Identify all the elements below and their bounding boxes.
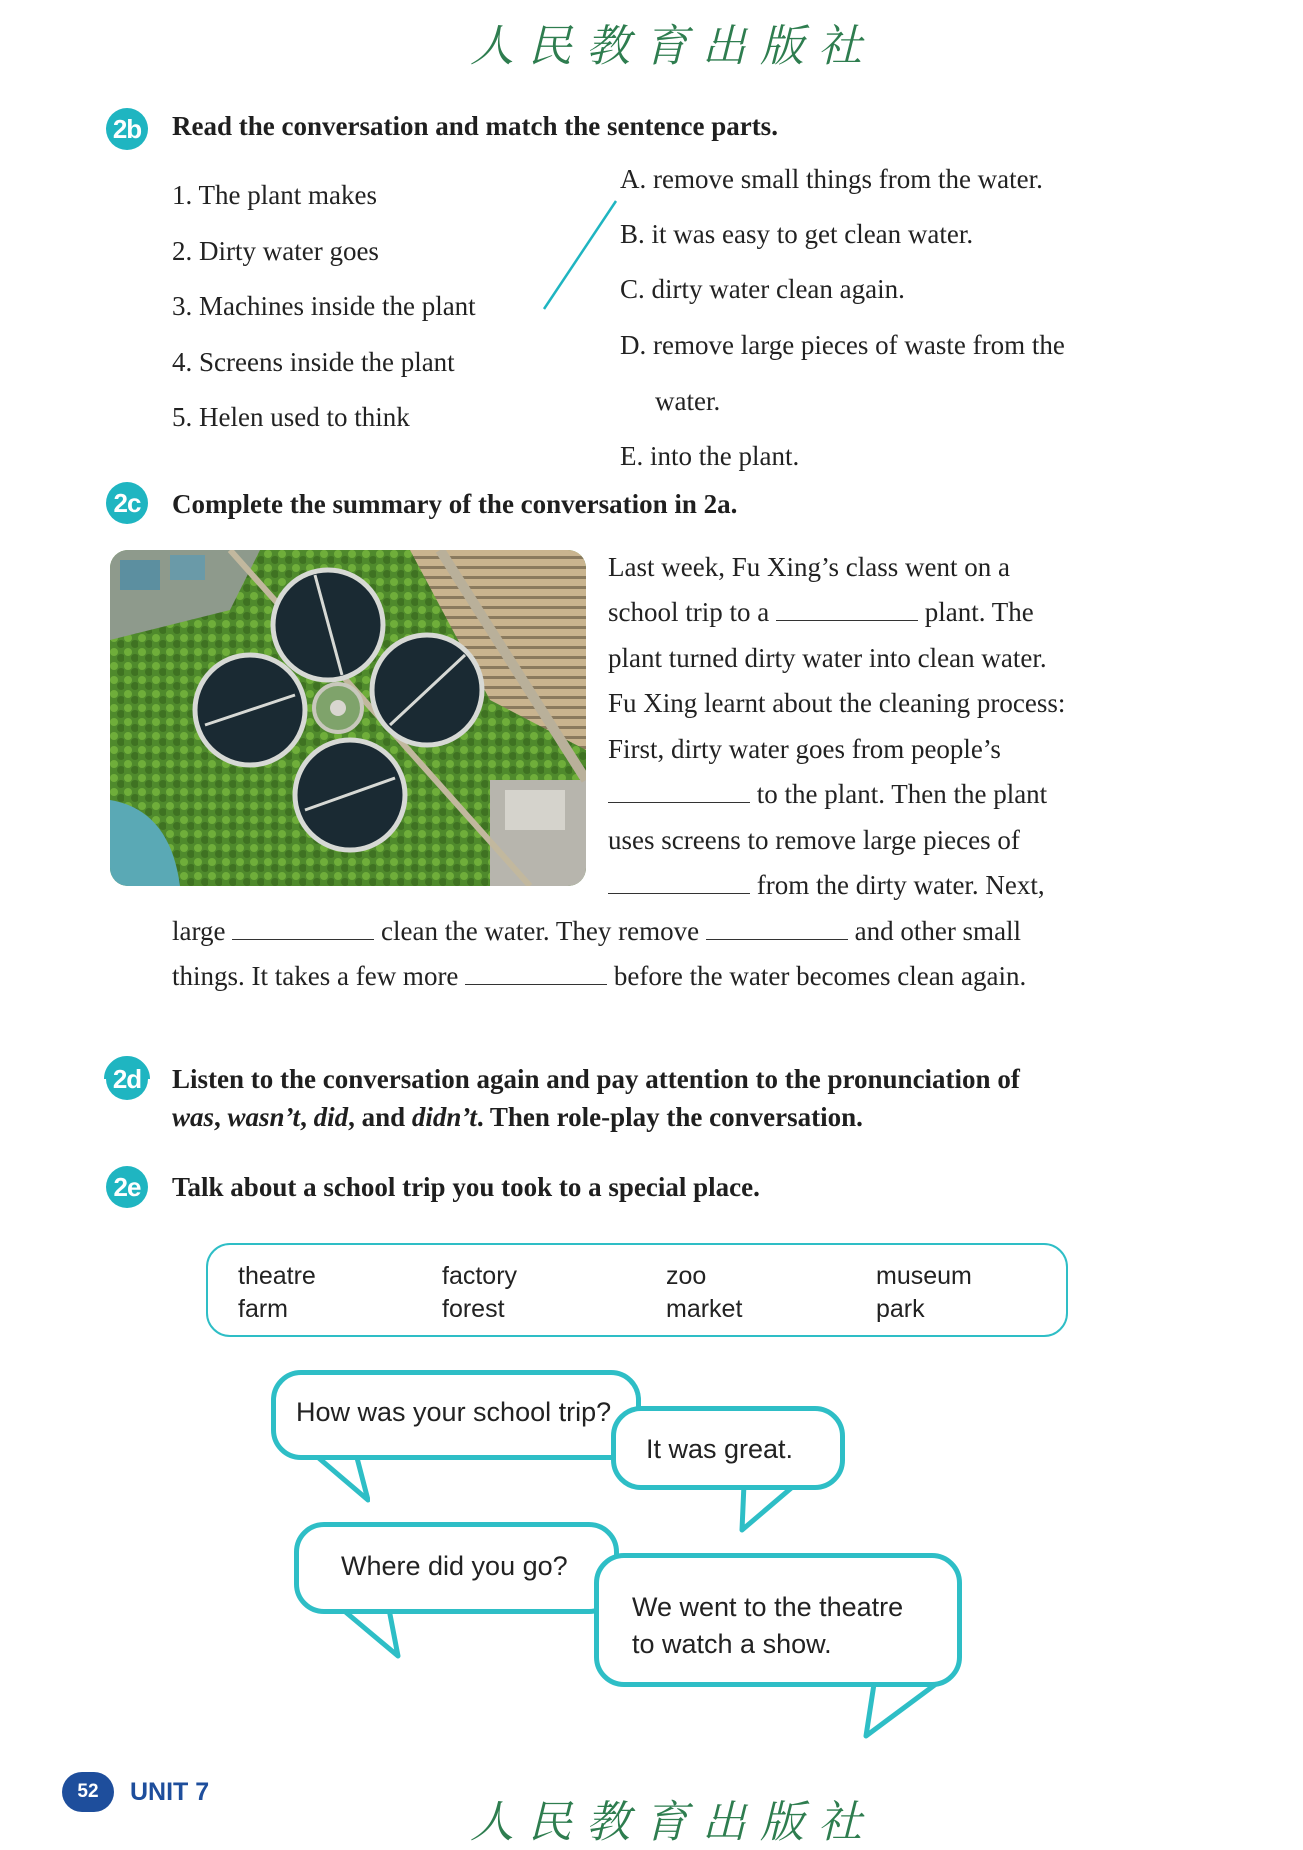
match-right-item-d-cont: water. xyxy=(655,386,721,416)
dialogue-line-1: How was your school trip? xyxy=(296,1397,612,1427)
summary-text: and other small xyxy=(854,916,1022,946)
word-option: farm xyxy=(238,1295,288,1323)
unit-label: UNIT 7 xyxy=(130,1778,210,1806)
section-2b-title: Read the conversation and match the sentence parts. xyxy=(172,111,778,141)
summary-line-9 xyxy=(172,916,1021,947)
summary-line-8 xyxy=(608,870,1045,901)
publisher-logo-bottom: 人民教育出版社 xyxy=(470,1797,876,1848)
match-line-example xyxy=(540,195,620,315)
answer-blank-5[interactable] xyxy=(706,919,848,940)
summary-line-2 xyxy=(608,597,1034,628)
dialogue-line-3: Where did you go? xyxy=(341,1551,568,1581)
summary-line-3: plant turned dirty water into clean water. xyxy=(608,643,1047,673)
summary-line-6 xyxy=(608,779,1047,810)
summary-line-1: Last week, Fu Xing’s class went on a xyxy=(608,552,1010,582)
match-right-item-e: E. into the plant. xyxy=(620,441,800,471)
summary-text: from the dirty water. Next, xyxy=(756,870,1045,900)
page-number: 52 xyxy=(62,1772,114,1812)
word-box-column-4 xyxy=(876,1260,972,1326)
match-left-item-2: 2. Dirty water goes xyxy=(172,236,379,266)
summary-text: large xyxy=(172,916,226,946)
match-right-item-b: B. it was easy to get clean water. xyxy=(620,219,974,249)
word-option: theatre xyxy=(238,1262,316,1290)
dialogue-text: to watch a show. xyxy=(632,1629,832,1659)
summary-line-7: uses screens to remove large pieces of xyxy=(608,825,1020,855)
dialogue-text: We went to the theatre xyxy=(632,1592,904,1622)
word-wasnt: wasn’t xyxy=(227,1102,301,1132)
word-was: was xyxy=(172,1102,215,1132)
match-left-item-1: 1. The plant makes xyxy=(172,180,377,210)
word-box-column-2 xyxy=(442,1260,517,1326)
dialogue-line-2: It was great. xyxy=(646,1434,794,1464)
section-2d-instruction-line-1: Listen to the conversation again and pay attention to the pronunciation of xyxy=(172,1064,1020,1094)
match-left-item-3: 3. Machines inside the plant xyxy=(172,291,476,321)
summary-text: things. It takes a few more xyxy=(172,961,459,991)
instruction-tail: . Then role-play the conversation. xyxy=(476,1102,863,1132)
match-right-item-a: A. remove small things from the water. xyxy=(620,164,1043,194)
section-2e-title: Talk about a school trip you took to a special place. xyxy=(172,1172,760,1202)
word-option: park xyxy=(876,1295,925,1323)
word-box-column-3 xyxy=(666,1260,742,1326)
water-plant-aerial-photo xyxy=(110,550,586,886)
match-right-item-d: D. remove large pieces of waste from the xyxy=(620,330,1065,360)
summary-text: to the plant. Then the plant xyxy=(756,779,1048,809)
section-badge-2d: 2d xyxy=(106,1058,148,1100)
answer-blank-3[interactable] xyxy=(608,873,750,894)
summary-text: plant. The xyxy=(924,597,1034,627)
summary-text: clean the water. They remove xyxy=(380,916,700,946)
section-badge-2e: 2e xyxy=(106,1166,148,1208)
section-badge-2b: 2b xyxy=(106,108,148,150)
word-and: and xyxy=(361,1102,406,1132)
answer-blank-2[interactable] xyxy=(608,782,750,803)
word-did: did xyxy=(313,1102,349,1132)
word-option: zoo xyxy=(666,1262,707,1290)
section-badge-2c: 2c xyxy=(106,482,148,524)
dialogue-line-4 xyxy=(632,1589,903,1663)
word-box-column-1 xyxy=(238,1260,316,1326)
word-didnt: didn’t xyxy=(411,1102,477,1132)
section-2c-title: Complete the summary of the conversation in 2a. xyxy=(172,489,738,519)
match-left-item-5: 5. Helen used to think xyxy=(172,402,410,432)
answer-blank-4[interactable] xyxy=(232,919,374,940)
summary-line-5: First, dirty water goes from people’s xyxy=(608,734,1001,764)
word-option: forest xyxy=(442,1295,505,1323)
summary-line-10 xyxy=(172,961,1026,992)
word-option: factory xyxy=(442,1262,518,1290)
bubble-tail xyxy=(860,1680,940,1742)
answer-blank-1[interactable] xyxy=(776,600,918,621)
summary-line-4: Fu Xing learnt about the cleaning process: xyxy=(608,688,1066,718)
summary-text: before the water becomes clean again. xyxy=(613,961,1027,991)
publisher-logo-top: 人民教育出版社 xyxy=(470,21,876,72)
summary-text: school trip to a xyxy=(608,597,770,627)
word-option: market xyxy=(666,1295,743,1323)
word-option: museum xyxy=(876,1262,972,1290)
match-left-item-4: 4. Screens inside the plant xyxy=(172,347,455,377)
match-right-item-c: C. dirty water clean again. xyxy=(620,274,905,304)
answer-blank-6[interactable] xyxy=(465,964,607,985)
section-2d-instruction-line-2: was, wasn’t, did, and didn’t. Then role-play the conversation. xyxy=(172,1102,863,1132)
